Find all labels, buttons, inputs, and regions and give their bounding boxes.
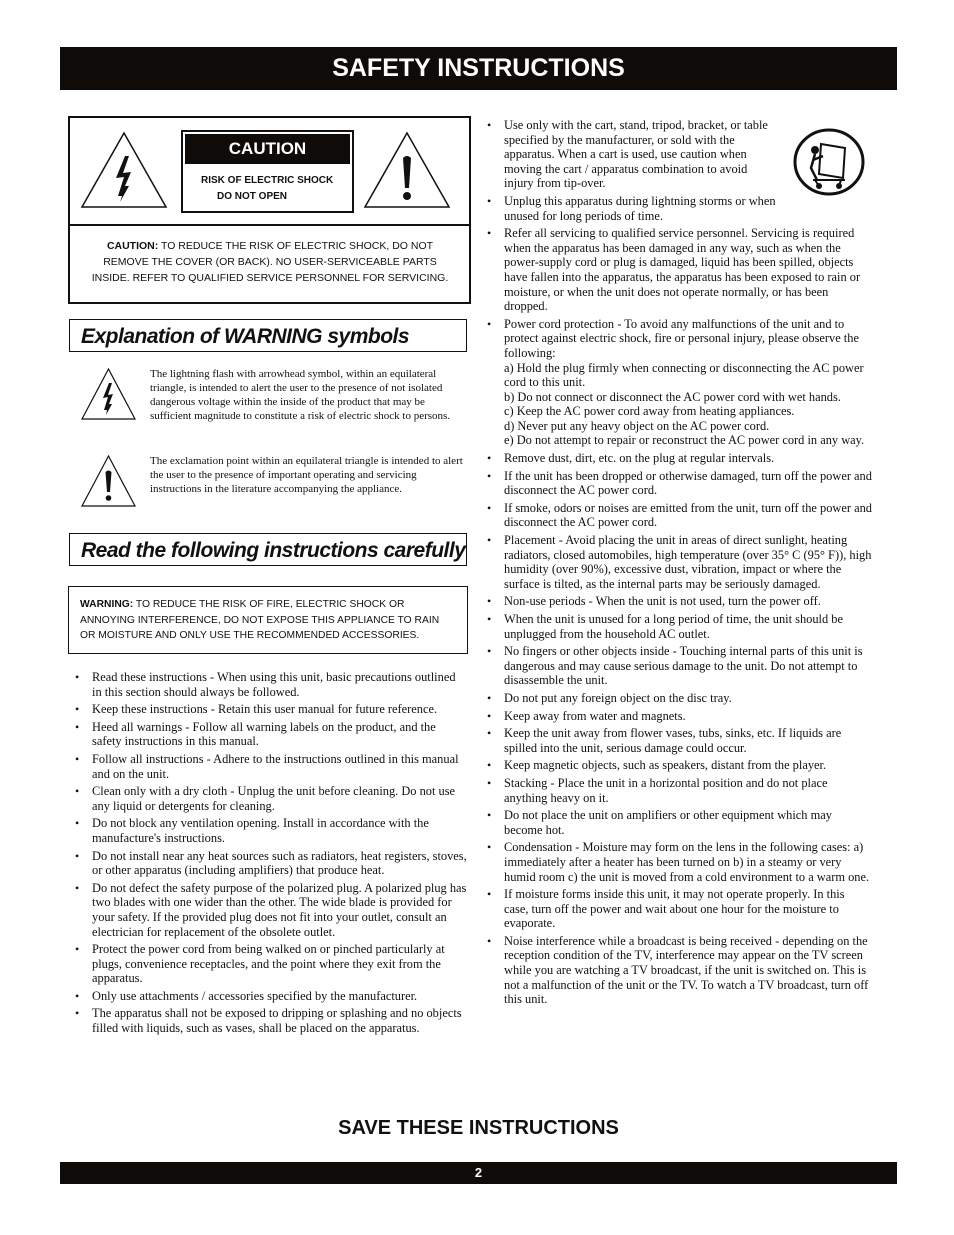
save-instructions-banner: SAVE THESE INSTRUCTIONS [338, 1117, 619, 1139]
symbols-heading: Explanation of WARNING symbols [69, 319, 467, 352]
lightning-warning-icon [79, 130, 169, 210]
caution-panel [68, 116, 471, 304]
list-item: • Protect the power cord from being walked on or pinched particularly at plugs, convenience receptacles, and the point where they exit from the apparatus. [92, 942, 468, 986]
warning-notice [68, 586, 468, 654]
list-item: • Non-use periods - When the unit is not used, turn the power off. [504, 594, 872, 609]
list-item: • Use only with the cart, stand, tripod, bracket, or table specified by the manufacturer, or sold with the apparatus. When a cart is used, use caution when moving the cart / apparatus combination to avoid injury from tip-over. [504, 118, 776, 191]
list-item: • Do not put any foreign object on the disc tray. [504, 691, 872, 706]
exclamation-warning-icon [362, 130, 452, 210]
list-item: • No fingers or other objects inside - Touching internal parts of this unit is dangerous and may cause serious damage to the unit. Do not attempt to disassemble the unit. [504, 644, 872, 688]
page-number: 2 [60, 1162, 897, 1184]
list-item: • If the unit has been dropped or otherwise damaged, turn off the power and disconnect the AC power cord. [504, 469, 872, 498]
caution-line-shock: RISK OF ELECTRIC SHOCK [201, 175, 334, 186]
list-item: • Do not install near any heat sources such as radiators, heat registers, stoves, or other apparatus (including amplifiers) that produce heat. [92, 849, 468, 878]
left-instruction-list [92, 670, 468, 1039]
list-item: • Only use attachments / accessories specified by the manufacturer. [92, 989, 468, 1004]
list-item: • Stacking - Place the unit in a horizontal position and do not place anything heavy on it. [504, 776, 872, 805]
list-item: • Condensation - Moisture may form on the lens in the following cases: a) immediately after a heater has been turned on b) in a steamy or very humid room c) the unit is moved from a cold environment to a warm one. [504, 840, 872, 884]
exclamation-explanation-text: The exclamation point within an equilateral triangle is intended to alert the user to the presence of important operating and servicing instructions in the literature accompanying the appliance. [150, 455, 463, 495]
caution-label [181, 130, 354, 213]
lightning-explanation-text: The lightning flash with arrowhead symbol, within an equilateral triangle, is intended to alert the user to the presence of not isolated dangerous voltage within the inside of the product that may be sufficient magnitude to constitute a risk of electric shock to persons. [150, 368, 451, 422]
list-item: • Keep the unit away from flower vases, tubs, sinks, etc. If liquids are spilled into the unit, serious damage could occur. [504, 726, 872, 755]
list-item: • Keep magnetic objects, such as speakers, distant from the player. [504, 758, 872, 773]
list-item: • If moisture forms inside this unit, it may not operate properly. In this case, turn off the power and wait about one hour for the moisture to evaporate. [504, 887, 872, 931]
read-instructions-heading: Read the following instructions carefully [69, 533, 467, 566]
list-item: • Remove dust, dirt, etc. on the plug at regular intervals. [504, 451, 872, 466]
caution-notice [84, 238, 456, 286]
caution-notice-text: TO REDUCE THE RISK OF ELECTRIC SHOCK, DO NOT REMOVE THE COVER (OR BACK). NO USER-SERVICEABLE PARTS INSIDE. REFER TO QUALIFIED SERVICE PERSONNEL FOR SERVICING. [91, 240, 449, 284]
list-item: • When the unit is unused for a long period of time, the unit should be unplugged from the household AC outlet. [504, 612, 872, 641]
caution-symbol-row [70, 118, 469, 226]
list-item: • Do not block any ventilation opening. Install in accordance with the manufacture's instructions. [92, 816, 468, 845]
caution-line-open: DO NOT OPEN [217, 191, 288, 202]
list-item: • Unplug this apparatus during lightning storms or when unused for long periods of time. [504, 194, 776, 223]
lightning-warning-icon [80, 367, 137, 421]
list-item: • The apparatus shall not be exposed to dripping or splashing and no objects filled with liquids, such as vases, shall be placed on the apparatus. [92, 1006, 468, 1035]
list-item: • Placement - Avoid placing the unit in areas of direct sunlight, heating radiators, closed automobiles, high temperature (over 35° C (95° F)), high humidity (over 90%), excessive dust, vibration, impact or where the surface is tilted, as the internal parts may be seriously damaged. [504, 533, 872, 591]
caution-notice-label: CAUTION: [106, 240, 159, 252]
caution-heading: CAUTION [185, 134, 350, 164]
list-item: • Power cord protection - To avoid any malfunctions of the unit and to protect against electric shock, fire or personal injury, please observe the following: a) Hold the plug firmly when connecting or disconnecting the AC power cord to this unit. b) Do not connect or disconnect the AC power cord with wet hands. c) Keep the AC power cord away from heating appliances. d) Never put any heavy object on the AC power cord. e) Do not attempt to repair or reconstruct the AC power cord in any way. [504, 317, 872, 448]
list-item: • Noise interference while a broadcast is being received - depending on the reception condition of the TV, interference may appear on the TV screen while you are watching a TV broadcast, if the unit is switched on. This is not a malfunction of the unit or the TV. To watch a TV broadcast, turn off this unit. [504, 934, 872, 1007]
exclamation-warning-icon [80, 454, 137, 508]
right-instruction-list [504, 118, 872, 1010]
list-item: • Refer all servicing to qualified service personnel. Servicing is required when the apparatus has been damaged in any way, such as when the power-supply cord or plug is damaged, liquid has been spilled, objects have fallen into the apparatus, the apparatus has been exposed to rain or moisture, or when the unit does not operate normally, or has been dropped. [504, 226, 872, 314]
warning-notice-text: TO REDUCE THE RISK OF FIRE, ELECTRIC SHOCK OR ANNOYING INTERFERENCE, DO NOT EXPOSE THIS APPLIANCE TO RAIN OR MOISTURE AND ONLY USE THE RECOMMENDED ACCESSORIES. [80, 599, 440, 641]
list-item: • Clean only with a dry cloth - Unplug the unit before cleaning. Do not use any liquid or detergents for cleaning. [92, 784, 468, 813]
list-item: • Do not place the unit on amplifiers or other equipment which may become hot. [504, 808, 872, 837]
page-title: SAFETY INSTRUCTIONS [60, 47, 897, 90]
list-item: • Do not defect the safety purpose of the polarized plug. A polarized plug has two blades with one wider than the other. The wide blade is provided for your safety. If the provided plug does not fit into your outlet, consult an electrician for replacement of the obsolete outlet. [92, 881, 468, 939]
list-item: • Heed all warnings - Follow all warning labels on the product, and the safety instructions in this manual. [92, 720, 468, 749]
list-item: • Follow all instructions - Adhere to the instructions outlined in this manual and on the unit. [92, 752, 468, 781]
warning-notice-label: WARNING: [80, 599, 134, 610]
list-item: • Read these instructions - When using this unit, basic precautions outlined in this section should always be followed. [92, 670, 468, 699]
list-item: • If smoke, odors or noises are emitted from the unit, turn off the power and disconnect the AC power cord. [504, 501, 872, 530]
list-item: • Keep away from water and magnets. [504, 709, 872, 724]
list-item: • Keep these instructions - Retain this user manual for future reference. [92, 702, 468, 717]
